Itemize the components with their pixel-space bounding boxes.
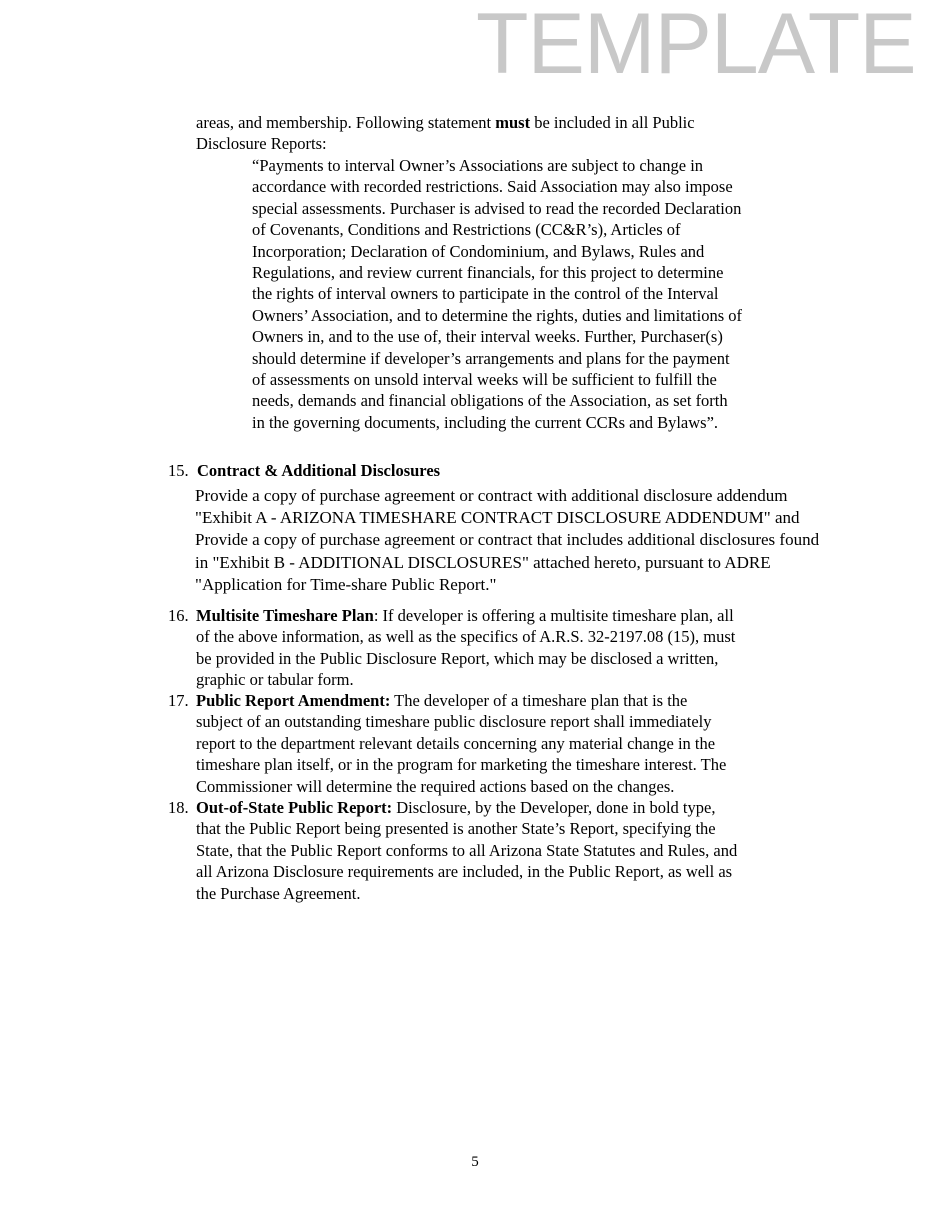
item-15-title: Contract & Additional Disclosures — [197, 461, 441, 480]
item-18-line: that the Public Report being presented is another State’s Report, specifying the — [196, 819, 716, 839]
item-18-title: Out-of-State Public Report: — [196, 798, 393, 817]
quote-line: “Payments to interval Owner’s Associations are subject to change in — [252, 156, 704, 175]
item-15-number: 15. — [168, 461, 189, 480]
item-15-line: "Exhibit A - ARIZONA TIMESHARE CONTRACT DISCLOSURE ADDENDUM" and — [195, 508, 800, 528]
quote-line: of Covenants, Conditions and Restrictions (CC&R’s), Articles of — [252, 220, 681, 240]
quote-line: in the governing documents, including the current CCRs and Bylaws”. — [252, 412, 719, 432]
required-statement-quote — [252, 155, 742, 433]
quote-line: of assessments on unsold interval weeks will be sufficient to fulfill the — [252, 370, 717, 390]
quote-line: Owners in, and to the use of, their interval weeks. Further, Purchaser(s) — [252, 327, 723, 347]
item-15-line: "Application for Time-share Public Report." — [195, 574, 497, 594]
item-16-line: of the above information, as well as the specifics of A.R.S. 32-2197.08 (15), must — [196, 627, 736, 647]
quote-line: special assessments. Purchaser is advised to read the recorded Declaration — [252, 198, 742, 218]
item-17-line: timeshare plan itself, or in the program for marketing the timeshare interest. The — [196, 755, 727, 775]
item-16-first-line: Multisite Timeshare Plan: If developer is offering a multisite timeshare plan, all — [196, 606, 734, 625]
item-18-first-line: Out-of-State Public Report: Disclosure, by the Developer, done in bold type, — [196, 798, 716, 817]
item-18-paragraph — [196, 797, 737, 904]
quote-line: needs, demands and financial obligations of the Association, as set forth — [252, 391, 728, 411]
item-16-number: 16. — [168, 606, 189, 625]
item-18-number: 18. — [168, 798, 189, 817]
item-16-line: graphic or tabular form. — [196, 670, 354, 690]
item-17-line: subject of an outstanding timeshare public disclosure report shall immediately — [196, 712, 712, 732]
intro-paragraph — [196, 112, 695, 155]
item-16-line: be provided in the Public Disclosure Report, which may be disclosed a written, — [196, 648, 719, 668]
intro-line-2: Disclosure Reports: — [196, 134, 327, 154]
quote-line: the rights of interval owners to participate in the control of the Interval — [252, 284, 719, 304]
quote-line: Regulations, and review current financials, for this project to determine — [252, 263, 724, 283]
item-18-line: State, that the Public Report conforms to all Arizona State Statutes and Rules, and — [196, 840, 738, 860]
item-17-first-line: Public Report Amendment: The developer of a timeshare plan that is the — [196, 691, 688, 710]
item-18-line: all Arizona Disclosure requirements are included, in the Public Report, as well as — [196, 862, 733, 882]
must-emphasis: must — [495, 113, 531, 132]
item-15-line: Provide a copy of purchase agreement or contract that includes additional disclosures found — [195, 530, 820, 550]
item-17-line: report to the department relevant details concerning any material change in the — [196, 733, 716, 753]
page-number: 5 — [471, 1154, 479, 1170]
quote-line: Incorporation; Declaration of Condominium, and Bylaws, Rules and — [252, 241, 705, 261]
item-18-line: the Purchase Agreement. — [196, 883, 361, 903]
item-16-paragraph — [196, 605, 735, 691]
quote-line: should determine if developer’s arrangements and plans for the payment — [252, 348, 730, 368]
item-15-line: in "Exhibit B - ADDITIONAL DISCLOSURES" attached hereto, pursuant to ADRE — [195, 552, 771, 572]
item-15-heading — [197, 460, 440, 481]
template-watermark: TEMPLATE — [476, 0, 916, 92]
intro-line-1: areas, and membership. Following statement must be included in all Public — [196, 113, 695, 132]
quote-line: accordance with recorded restrictions. Said Association may also impose — [252, 177, 733, 197]
item-15-line: Provide a copy of purchase agreement or contract with additional disclosure addendum — [195, 486, 788, 505]
quote-line: Owners’ Association, and to determine the rights, duties and limitations of — [252, 305, 743, 325]
item-17-paragraph — [196, 690, 726, 797]
item-17-number: 17. — [168, 691, 189, 710]
item-15-body — [195, 485, 819, 596]
item-17-title: Public Report Amendment: — [196, 691, 391, 710]
item-17-line: Commissioner will determine the required actions based on the changes. — [196, 776, 675, 796]
item-16-title: Multisite Timeshare Plan — [196, 606, 374, 625]
